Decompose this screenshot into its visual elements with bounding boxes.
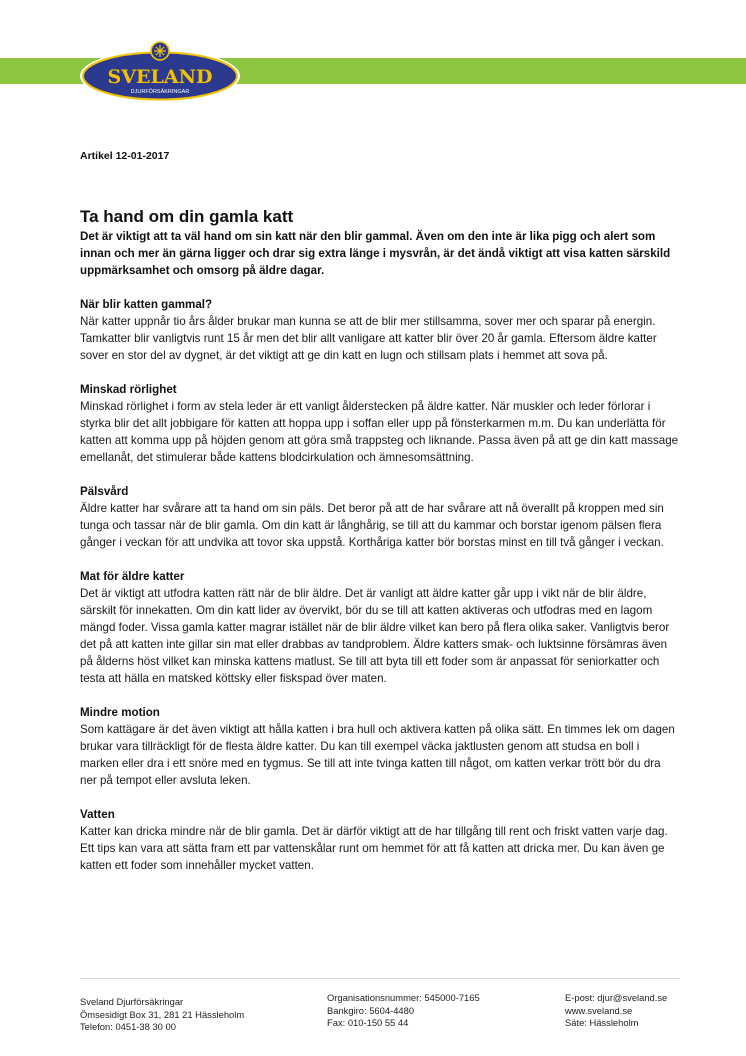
section-body: Minskad rörlighet i form av stela leder är ett vanligt ålderstecken på äldre katter. När muskler och leder förlorar i styrka blir det allt jobbigare för katten att hoppa upp i soffan eller upp på fönsterkarmen m.m. Du kan underlätta för katten att komma upp på höjden genom att göra små trappsteg och liknande. Passa även på att ge din katt massage emellanåt, det stimulerar både kattens blodcirkulation och ämnesomsättning. bbox=[80, 400, 679, 464]
section-body: När katter uppnår tio års ålder brukar man kunna se att de blir mer stillsamma, sover mer och sparar på energin. Tamkatter blir vanligtvis runt 15 år men det blir allt vanligare att katter blir över 20 år gamla. Eftersom äldre katter sover en stor del av dygnet, är det viktigt att ge din katt en lugn och stillsam plats i hemmet att sova på. bbox=[80, 315, 657, 362]
sveland-logo bbox=[78, 38, 242, 104]
footer-seat: Säte: Hässleholm bbox=[565, 1017, 639, 1028]
section-water bbox=[80, 806, 680, 874]
section-mobility bbox=[80, 381, 680, 466]
page-title: Ta hand om din gamla katt bbox=[80, 207, 294, 226]
footer-email: E-post: djur@sveland.se bbox=[565, 992, 668, 1003]
section-body: Det är viktigt att utfodra katten rätt när de blir äldre. Det är vanligt att äldre katter går upp i vikt när de blir äldre, särskilt för innekatten. Om din katt lider av övervikt, bör du se till att katten aktiveras och utfodras med en lagom mängd foder. Vissa gamla katter magrar istället när de blir äldre vilket kan bero på flera olika saker. Vanligtvis beror det på att katten inte gillar sin mat eller drabbas av tandproblem. Äldre katters smak- och luktsinne försämras även på ålderns höst vilket kan minska kattens matlust. Se till att byta till ett foder som är anpassat för seniorkatter och testa att hälla en matsked köttsky eller fiskspad över maten. bbox=[80, 587, 670, 685]
section-heading: Mindre motion bbox=[80, 706, 160, 719]
section-heading: Pälsvård bbox=[80, 485, 129, 498]
section-food bbox=[80, 568, 680, 687]
footer-address: Ömsesidigt Box 31, 281 21 Hässleholm bbox=[80, 1008, 245, 1020]
footer-divider bbox=[80, 978, 680, 979]
section-heading: Minskad rörlighet bbox=[80, 383, 177, 396]
footer-fax: Fax: 010-150 55 44 bbox=[327, 1017, 409, 1028]
section-body: Äldre katter har svårare att ta hand om sin päls. Det beror på att de har svårare att nå överallt på kroppen med sin tunga och tassar när de blir gamla. Om din katt är långhårig, se till att du kammar och borstar igenom pälsen flera gånger i veckan för att undvika att tovor ska uppstå. Korthåriga katter bör borstas minst en till två gånger i veckan. bbox=[80, 502, 664, 549]
section-body: Som kattägare är det även viktigt att hålla katten i bra hull och aktivera katten på olika sätt. En timmes lek om dagen brukar vara tillräckligt för de flesta äldre katter. Du kan till exempel väcka jaktlusten genom att studsa en boll i marken eller dra i ett snöre med en tygmus. Se till att inte tvinga katten till något, om katten verkar trött bör du dra ner på tempot eller avsluta leken. bbox=[80, 723, 675, 787]
footer-company-name: Sveland Djurförsäkringar bbox=[80, 996, 184, 1007]
section-heading: Mat för äldre katter bbox=[80, 570, 185, 583]
footer-contact-info bbox=[565, 992, 667, 1030]
footer-org-number: Organisationsnummer: 545000-7165 bbox=[327, 992, 480, 1003]
footer-registration-info bbox=[327, 992, 480, 1030]
section-exercise bbox=[80, 704, 680, 789]
section-when-old bbox=[80, 296, 680, 364]
section-heading: När blir katten gammal? bbox=[80, 298, 213, 311]
logo-subtext: DJURFÖRSÄKRINGAR bbox=[130, 89, 190, 95]
footer-company-info bbox=[80, 996, 244, 1034]
section-body: Katter kan dricka mindre när de blir gamla. Det är därför viktigt att de har tillgång till rent och friskt vatten varje dag. Ett tips kan vara att sätta fram ett par vattenskålar runt om hemmet för att få katten att dricka mer. Du kan även ge katten ett foder som innehåller mycket vatten. bbox=[80, 825, 668, 872]
section-heading: Vatten bbox=[80, 808, 115, 821]
logo-wordmark: SVELAND bbox=[107, 66, 213, 88]
article-date: Artikel 12-01-2017 bbox=[80, 150, 170, 162]
footer-phone: Telefon: 0451-38 30 00 bbox=[80, 1021, 176, 1032]
footer-website: www.sveland.se bbox=[565, 1004, 633, 1016]
section-fur-care bbox=[80, 483, 680, 551]
footer-bankgiro: Bankgiro: 5604-4480 bbox=[327, 1004, 415, 1016]
article-content bbox=[80, 206, 680, 874]
lead-paragraph: Det är viktigt att ta väl hand om sin katt när den blir gammal. Även om den inte är lika pigg och alert som innan och mer än gärna ligger och drar sig extra länge i mysvrån, är det ändå viktigt att visa katten särskild uppmärksamhet och omsorg på äldre dagar. bbox=[80, 230, 671, 277]
